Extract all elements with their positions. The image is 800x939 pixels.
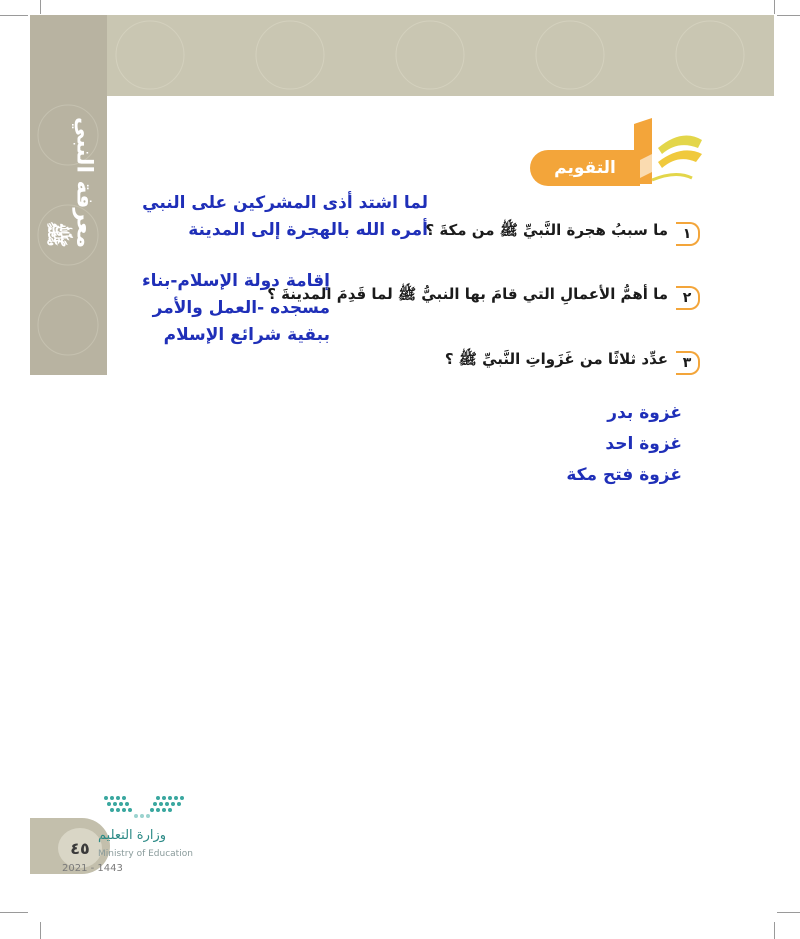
section-tab: التقويم xyxy=(530,150,640,186)
crop-mark xyxy=(40,922,41,939)
answer-line: ببقية شرائع الإسلام xyxy=(163,325,330,345)
answer-line: أمره الله بالهجرة إلى المدينة xyxy=(188,220,428,240)
answer-line: غزوة فتح مكة xyxy=(566,465,682,485)
chapter-title: معرفة النبي ﷺ xyxy=(43,116,97,248)
crop-mark xyxy=(777,15,800,16)
answer-2 xyxy=(142,268,330,349)
answer-line: إقامة دولة الإسلام-بناء xyxy=(141,271,330,291)
crop-mark xyxy=(0,15,28,16)
ministry-logo-icon xyxy=(98,790,193,826)
question-text: ما سببُ هجرة النَّبيِّ ﷺ من مكةَ ؟ xyxy=(425,221,668,239)
ministry-name-en: Ministry of Education xyxy=(98,849,193,859)
ministry-name-ar: وزارة التعليم xyxy=(98,828,167,843)
question-number: ٢ xyxy=(676,286,700,310)
answer-line: غزوة بدر xyxy=(607,403,682,423)
question-text: ما أهمُّ الأعمالِ التي قامَ بها النبيُّ ﷺ لما قَدِمَ المدينةَ ؟ xyxy=(267,285,668,303)
question-text: عدِّد ثلاثًا من غَزَواتِ النَّبيِّ ﷺ ؟ xyxy=(444,350,668,368)
crop-mark xyxy=(0,912,28,913)
question-number: ٣ xyxy=(676,351,700,375)
answer-1 xyxy=(142,190,428,244)
answer-line: غزوة احد xyxy=(605,434,682,454)
edition-year: 2021 - 1443 xyxy=(62,863,123,874)
answer-line: مسجده -العمل والأمر xyxy=(152,298,330,318)
answer-line: لما اشتد أذى المشركين على النبي xyxy=(142,193,428,213)
crop-mark xyxy=(777,912,800,913)
answer-3 xyxy=(566,398,682,491)
page-number: ٤٥ xyxy=(58,828,102,868)
header-band xyxy=(30,15,774,96)
crop-mark xyxy=(40,0,41,14)
question-number: ١ xyxy=(676,222,700,246)
crop-mark xyxy=(774,0,775,14)
ornament-pattern xyxy=(30,15,774,96)
crop-mark xyxy=(774,922,775,939)
